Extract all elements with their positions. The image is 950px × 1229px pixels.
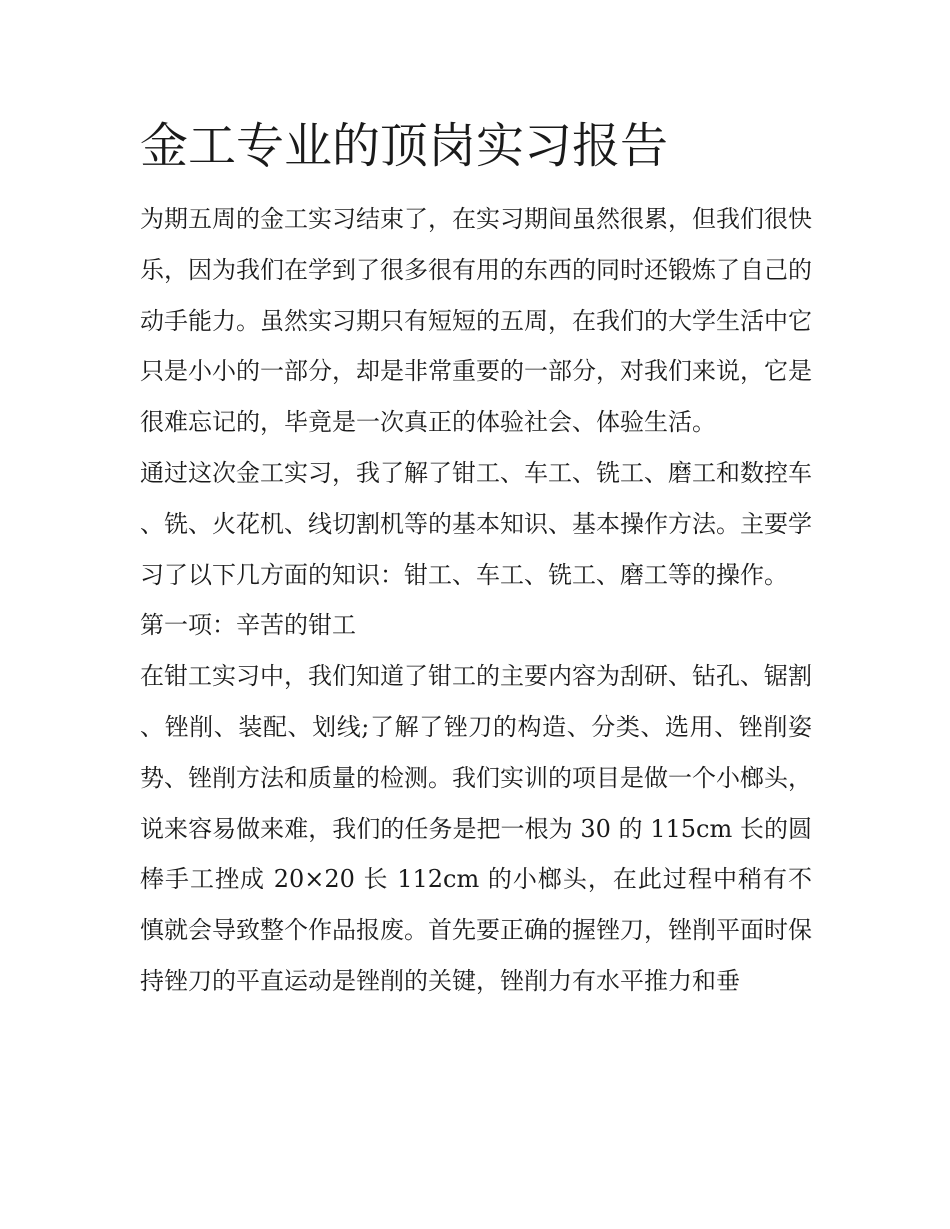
paragraph-fitter: 在钳工实习中，我们知道了钳工的主要内容为刮研、钻孔、锯割、锉削、装配、划线;了解了锉刀的构造、分类、选用、锉削姿势、锉削方法和质量的检测。我们实训的项目是做一个小榔头，说来容易做来难，我们的任务是把一根为 30 的 115cm 长的圆棒手工挫成 20×20 长 112cm 的小榔头，在此过程中稍有不慎就会导致整个作品报废。首先要正确的握锉刀，锉削平面时保持锉刀的平直运动是锉削的关键，锉削力有水平推力和垂 <box>140 662 812 995</box>
paragraph-intro: 为期五周的金工实习结束了，在实习期间虽然很累，但我们很快乐，因为我们在学到了很多很有用的东西的同时还锻炼了自己的动手能力。虽然实习期只有短短的五周，在我们的大学生活中它只是小小的一部分，却是非常重要的一部分，对我们来说，它是很难忘记的，毕竟是一次真正的体验社会、体验生活。 <box>140 205 812 437</box>
paragraph-overview: 通过这次金工实习，我了解了钳工、车工、铣工、磨工和数控车、铣、火花机、线切割机等的基本知识、基本操作方法。主要学习了以下几方面的知识：钳工、车工、铣工、磨工等的操作。 <box>140 458 812 589</box>
document-title: 金工专业的顶岗实习报告 <box>140 118 669 174</box>
section-heading: 第一项：辛苦的钳工 <box>140 611 356 640</box>
document-page <box>140 112 812 1007</box>
